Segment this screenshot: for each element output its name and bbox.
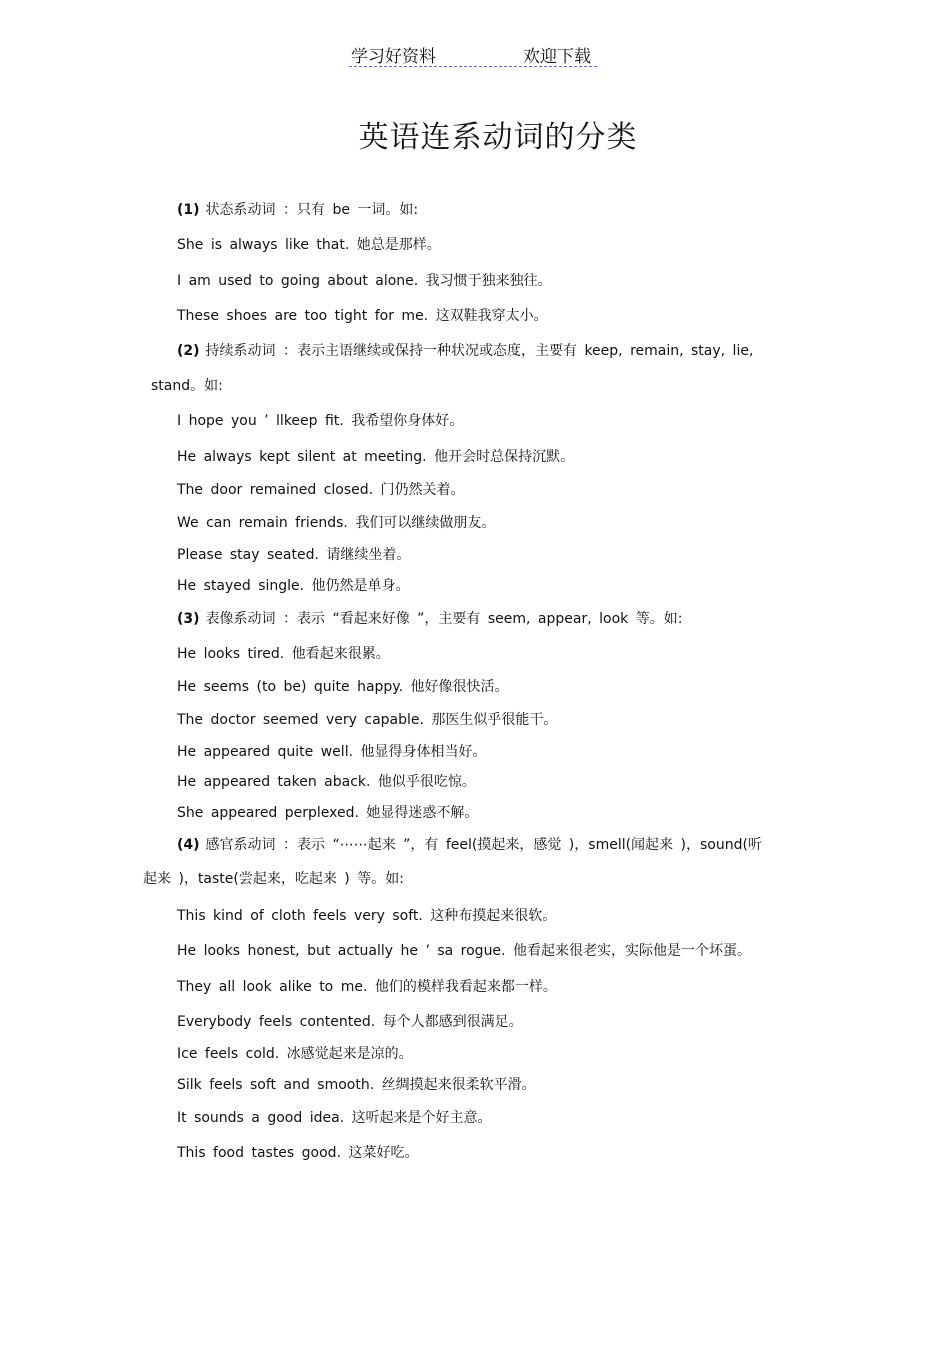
example-line — [177, 1044, 413, 1064]
line-text: Everybody feels contented. 每个人都感到很满足。 — [177, 1014, 523, 1030]
example-line — [177, 742, 486, 762]
section-2-heading-continued — [151, 376, 223, 396]
example-line — [177, 306, 548, 326]
line-text: She appeared perplexed. 她显得迷惑不解。 — [177, 805, 479, 821]
example-line — [177, 447, 574, 467]
example-line — [177, 1012, 523, 1032]
line-text: He appeared taken aback. 他似乎很吃惊。 — [177, 774, 476, 790]
line-text: This kind of cloth feels very soft. 这种布摸起来很软。 — [177, 908, 557, 924]
section-number: (1) — [177, 202, 200, 218]
line-text: stand。如: — [151, 378, 223, 394]
line-text: She is always like that. 她总是那样。 — [177, 237, 441, 253]
example-line — [177, 906, 556, 926]
section-2-heading — [177, 341, 753, 361]
example-line — [177, 772, 476, 792]
example-line — [177, 710, 557, 730]
line-text: 状态系动词 ：只有 be 一词。如: — [205, 202, 419, 218]
example-line — [177, 977, 557, 997]
line-text: He stayed single. 他仍然是单身。 — [177, 578, 410, 594]
example-line — [177, 513, 495, 533]
example-line — [177, 1075, 536, 1095]
example-line — [177, 941, 751, 961]
header-right-text: 欢迎下载 — [523, 47, 591, 67]
line-text: The doctor seemed very capable. 那医生似乎很能干。 — [177, 712, 558, 728]
line-text: Ice feels cold. 冰感觉起来是凉的。 — [177, 1046, 413, 1062]
line-text: We can remain friends. 我们可以继续做朋友。 — [177, 515, 496, 531]
example-line — [177, 271, 552, 291]
line-text: They all look alike to me. 他们的模样我看起来都一样。 — [177, 979, 557, 995]
line-text: He looks honest, but actually he ’ sa rogue. 他看起来很老实，实际他是一个坏蛋。 — [177, 943, 751, 959]
example-line — [177, 235, 441, 255]
line-text: The door remained closed. 门仍然关着。 — [177, 482, 465, 498]
line-text: 表像系动词 ：表示 “看起来好像 ”，主要有 seem, appear, look 等。如: — [205, 611, 683, 627]
line-text: Silk feels soft and smooth. 丝绸摸起来很柔软平滑。 — [177, 1077, 536, 1093]
example-line — [177, 545, 410, 565]
example-line — [177, 411, 463, 431]
line-text: He looks tired. 他看起来很累。 — [177, 646, 390, 662]
line-text: 持续系动词 ：表示主语继续或保持一种状况或态度，主要有 keep, remain, stay, lie, — [205, 343, 754, 359]
line-text: 感官系动词 ：表示 “⋯⋯起来 ”，有 feel(摸起来，感觉 )，smell(闻起来 )，sound(听 — [205, 837, 762, 853]
section-number: (3) — [177, 611, 200, 627]
line-text: These shoes are too tight for me. 这双鞋我穿太小。 — [177, 308, 548, 324]
example-line — [177, 1108, 492, 1128]
example-line — [177, 576, 410, 596]
line-text: This food tastes good. 这菜好吃。 — [177, 1145, 419, 1161]
line-text: I am used to going about alone. 我习惯于独来独往。 — [177, 273, 552, 289]
line-text: I hope you ’ llkeep fit. 我希望你身体好。 — [177, 413, 464, 429]
line-text: He seems (to be) quite happy. 他好像很快活。 — [177, 679, 509, 695]
section-number: (2) — [177, 343, 200, 359]
section-3-heading — [177, 609, 682, 629]
section-1-heading — [177, 200, 418, 220]
line-text: Please stay seated. 请继续坐着。 — [177, 547, 411, 563]
section-4-heading-continued — [143, 869, 404, 889]
section-4-heading — [177, 835, 762, 855]
line-text: 起来 )，taste(尝起来，吃起来 ) 等。如: — [143, 871, 404, 887]
example-line — [177, 803, 478, 823]
header-left-text: 学习好资料 — [351, 47, 436, 67]
page-header — [349, 40, 597, 67]
section-number: (4) — [177, 837, 200, 853]
line-text: He appeared quite well. 他显得身体相当好。 — [177, 744, 487, 760]
example-line — [177, 677, 509, 697]
example-line — [177, 644, 390, 664]
page-title: 英语连系动词的分类 — [358, 120, 638, 155]
line-text: He always kept silent at meeting. 他开会时总保持沉默。 — [177, 449, 575, 465]
example-line — [177, 480, 465, 500]
line-text: It sounds a good idea. 这听起来是个好主意。 — [177, 1110, 492, 1126]
example-line — [177, 1143, 418, 1163]
